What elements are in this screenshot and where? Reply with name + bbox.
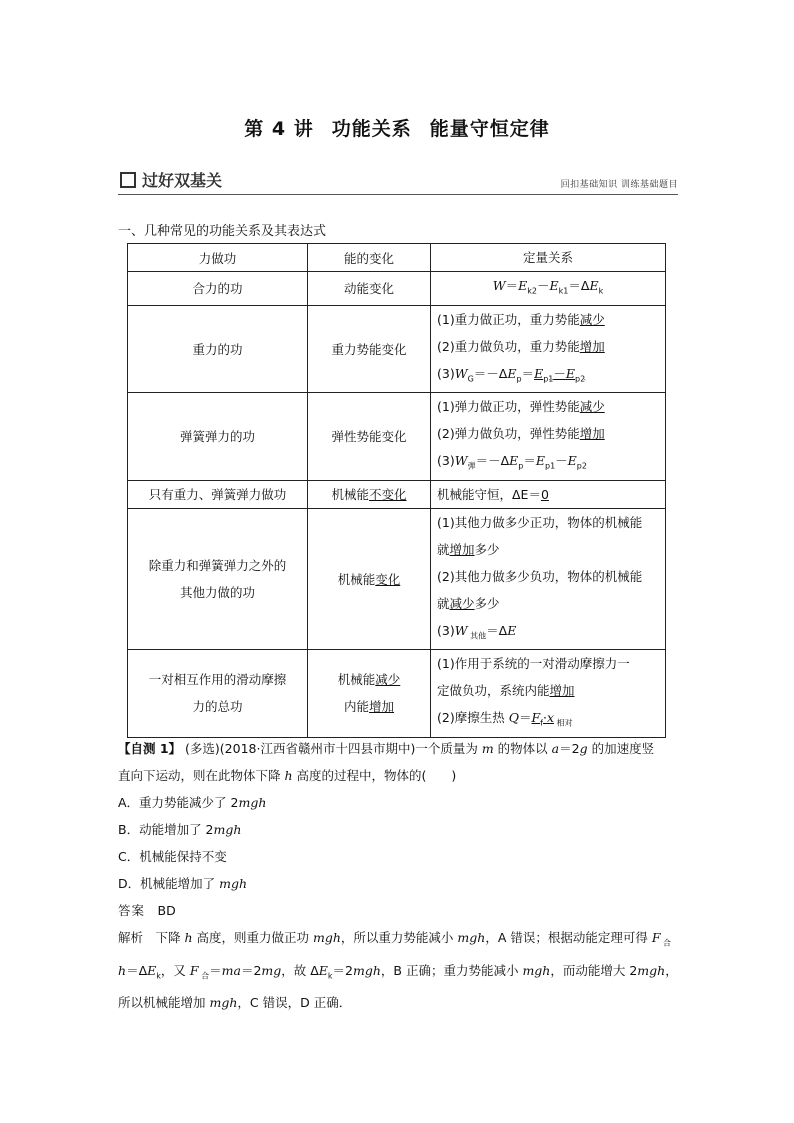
table-cell: (1)作用于系统的一对滑动摩擦力一 定做负功，系统内能增加 (2)摩擦生热 $Q=F_f\cdot x$ $_{相对}$ [431, 650, 666, 738]
relation-line: (1)弹力做正功，弹性势能 [437, 399, 580, 414]
relation-keyword: 减少 [449, 595, 475, 611]
question-tag: 【自测 1】 [118, 741, 182, 756]
table-cell: 弹性势能变化 [308, 393, 431, 481]
formula-cell: $W=E_{k2}-E_{k1}=\Delta E_k$ [431, 272, 666, 306]
relation-line: (1)重力做正功，重力势能 [437, 311, 580, 327]
option-label: C．机械能保持不变 [118, 849, 227, 864]
relation-keyword: 0 [540, 486, 549, 502]
table-cell [431, 480, 666, 508]
lecture-title [0, 114, 794, 141]
table-cell [431, 393, 666, 481]
table-row [128, 272, 666, 306]
question-text: (多选)(2018·江西省赣州市十四县市期中)一个质量为 [185, 741, 478, 756]
question-text: 直向下运动，则在此物体下降 [118, 768, 281, 783]
relation-line: (2)其他力做多少负功，物体的机械能 [437, 568, 643, 584]
option-math: mgh [213, 822, 242, 837]
title-part-3: 能量守恒定律 [429, 118, 550, 140]
section-title: 过好双基关 [142, 171, 223, 190]
relation-line: 多少 [474, 595, 500, 611]
option-c[interactable] [118, 843, 678, 870]
table-row [128, 650, 666, 738]
relation-line: 机械能守恒，ΔE＝ [437, 486, 541, 502]
relation-line: 多少 [474, 541, 500, 557]
option-b[interactable] [118, 816, 678, 843]
relation-line: (2)重力做负功，重力势能 [437, 338, 580, 354]
change-text: 机械能 [337, 672, 376, 688]
self-test-question [118, 735, 678, 1016]
relation-keyword: 减少 [579, 311, 605, 327]
option-label: B．动能增加了 2 [118, 822, 214, 837]
relation-line: (1)作用于系统的一对滑动摩擦力一 [437, 656, 630, 671]
table-cell [431, 305, 666, 393]
table-row [128, 393, 666, 481]
relation-keyword: 增加 [579, 338, 605, 354]
section-header [118, 170, 678, 195]
section-subtitle: 回扣基础知识 训练基础题目 [560, 180, 678, 190]
answer-label: 答案 [118, 903, 146, 918]
change-text: 机械能 [331, 487, 369, 502]
stacked-squares-icon [120, 172, 136, 188]
work-text: 其他力做的功 [179, 584, 255, 600]
table-cell [308, 480, 431, 508]
table-cell [308, 508, 431, 650]
relation-keyword: 增加 [549, 683, 575, 698]
work-energy-table [127, 243, 666, 738]
analysis-label: 解析 [118, 930, 144, 945]
change-keyword: 不变化 [369, 487, 407, 502]
change-keyword: 减少 [375, 672, 401, 688]
formula-line: $(3)W_G=-\Delta E_p=E_{p1}-E_{p2}$ [437, 365, 586, 383]
table-cell [128, 508, 308, 650]
answer-value: BD [157, 903, 176, 918]
relation-line: 就 [437, 541, 450, 557]
table-header-row [128, 244, 666, 272]
work-text: 力的总功 [192, 699, 243, 715]
relation-keyword: 减少 [579, 399, 605, 414]
work-text: 除重力和弹簧弹力之外的 [148, 557, 287, 573]
table-row [128, 480, 666, 508]
change-keyword: 变化 [375, 571, 401, 587]
table-cell: 合力的功 [128, 272, 308, 306]
table-cell: 弹簧弹力的功 [128, 393, 308, 481]
table-cell [308, 650, 431, 738]
relation-line: (1)其他力做多少正功，物体的机械能 [437, 514, 643, 530]
table-row [128, 508, 666, 650]
option-d[interactable] [118, 870, 678, 897]
title-part-2: 功能关系 [331, 118, 412, 140]
question-text: 高度的过程中，物体的( ) [296, 768, 457, 783]
formula-line: $(3)W_弹=-\Delta E_p=E_{p1}-E_{p2}$ [437, 453, 587, 471]
table-cell: 重力势能变化 [308, 305, 431, 393]
work-text: 一对相互作用的滑动摩擦 [148, 672, 287, 688]
question-text: 的加速度竖 [591, 741, 655, 756]
change-text: 内能 [343, 699, 369, 715]
question-stem: 直向下运动，则在此物体下降 h 高度的过程中，物体的( ) [118, 768, 457, 783]
table-cell [431, 508, 666, 650]
table-cell [128, 650, 308, 738]
table-cell: 只有重力、弹簧弹力做功 [128, 480, 308, 508]
column-header: 力做功 [128, 244, 308, 272]
formula-line: (3)W $_{其他}$＝ΔE [437, 622, 517, 640]
option-label: A．重力势能减少了 2 [118, 795, 239, 810]
question-stem: 【自测 1】 (多选)(2018·江西省赣州市十四县市期中)一个质量为 m 的物体以 a＝2g 的加速度竖 [118, 741, 655, 756]
answer-line [118, 897, 678, 924]
table-cell: 动能变化 [308, 272, 431, 306]
change-text: 机械能 [337, 571, 376, 587]
option-label: D．机械能增加了 [118, 876, 220, 891]
table-row [128, 305, 666, 393]
title-part-1: 第 4 讲 [244, 118, 314, 140]
relation-keyword: 增加 [579, 426, 605, 441]
relation-line: 定做负功，系统内能 [437, 683, 550, 698]
table-cell: 重力的功 [128, 305, 308, 393]
option-a[interactable] [118, 789, 678, 816]
relation-keyword: 增加 [449, 541, 475, 557]
option-math: mgh [238, 795, 267, 810]
change-keyword: 增加 [369, 699, 395, 715]
subsection-heading: 一、几种常见的功能关系及其表达式 [118, 224, 327, 239]
analysis-text: 解析 下降 h 高度，则重力做正功 mgh，所以重力势能减小 mgh，A 错误；根据动能定理可得 F $_合h=\Delta E_k$，又 F $_合$＝ma＝2mg，故 $\Delta E_k=2mgh$，B 正确；重力势能减小 mgh，而动能增大 2mgh，所以机械能增加 mgh，C 错误，D 正确． [118, 930, 678, 1010]
relation-line: 就 [437, 595, 450, 611]
column-header: 定量关系 [431, 244, 666, 272]
relation-line: (2)弹力做负功，弹性势能 [437, 426, 580, 441]
question-text: 的物体以 [497, 741, 548, 756]
column-header: 能的变化 [308, 244, 431, 272]
relation-line: (2)摩擦生热 [437, 710, 505, 725]
option-math: mgh [219, 876, 248, 891]
